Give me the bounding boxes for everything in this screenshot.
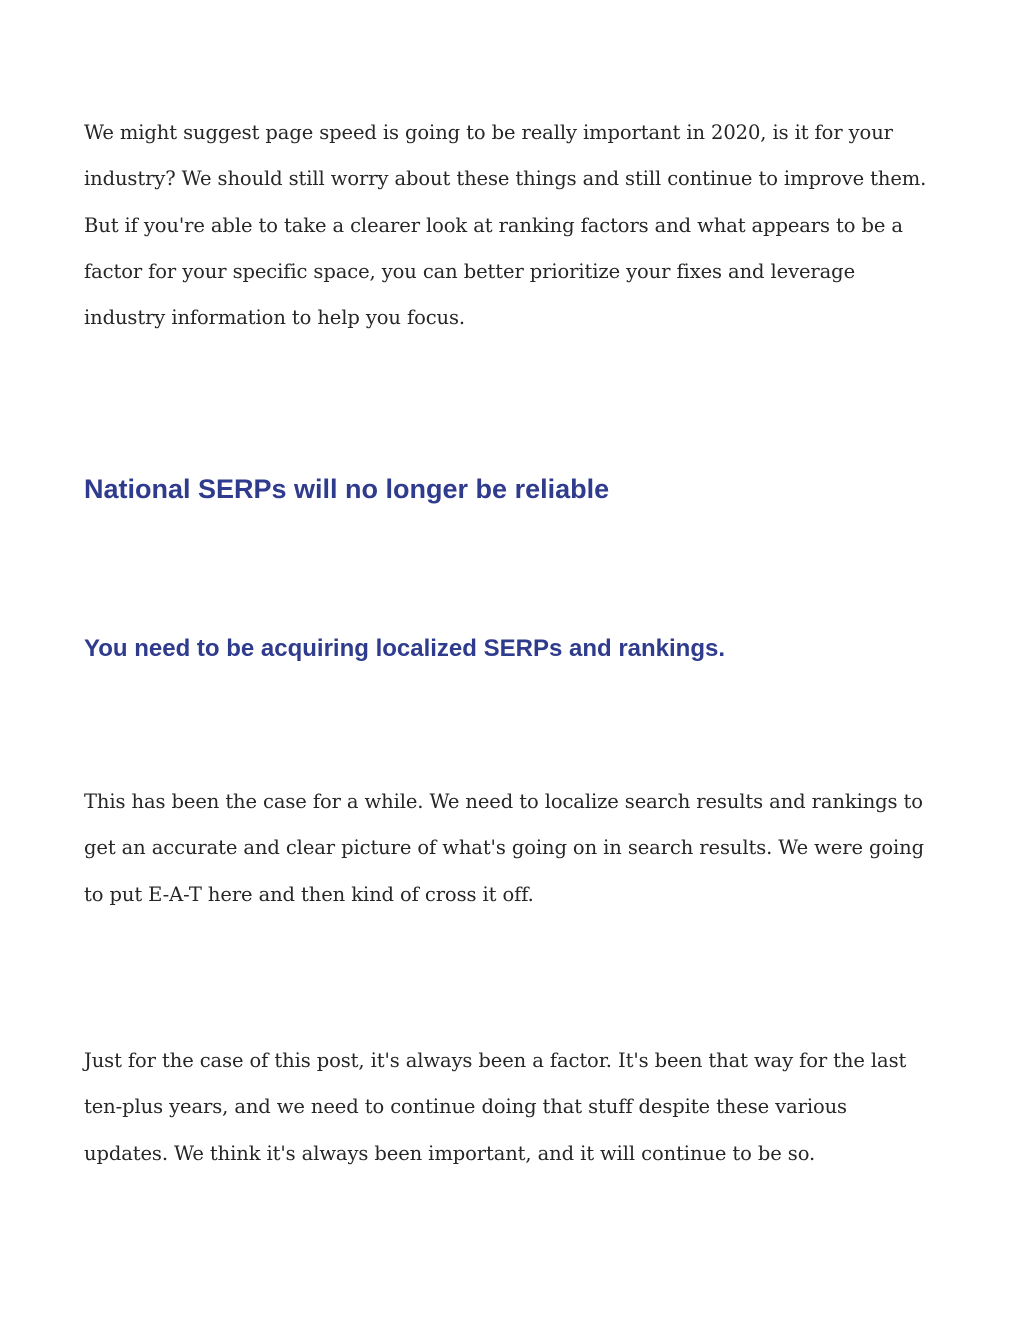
heading-localized-serps: You need to be acquiring localized SERPs and rankings. xyxy=(84,635,726,662)
heading-national-serps: National SERPs will no longer be reliable xyxy=(84,474,610,504)
paragraph-page-speed: We might suggest page speed is going to be really important in 2020, is it for your industry? We should still worry about these things and still continue to improve them. But if you're able to take a clearer look at ranking factors and what appears to be a factor for your specific space, you can better prioritize your fixes and leverage industry information to help you focus. xyxy=(84,121,927,330)
paragraph-localize-results: This has been the case for a while. We need to localize search results and rankings to get an accurate and clear picture of what's going on in search results. We were going to put E-A-T here and then kind of cross it off. xyxy=(84,790,924,906)
paragraph-eat-factor: Just for the case of this post, it's always been a factor. It's been that way for the last ten-plus years, and we need to continue doing that stuff despite these various updates. We think it's always been important, and it will continue to be so. xyxy=(84,1049,907,1165)
